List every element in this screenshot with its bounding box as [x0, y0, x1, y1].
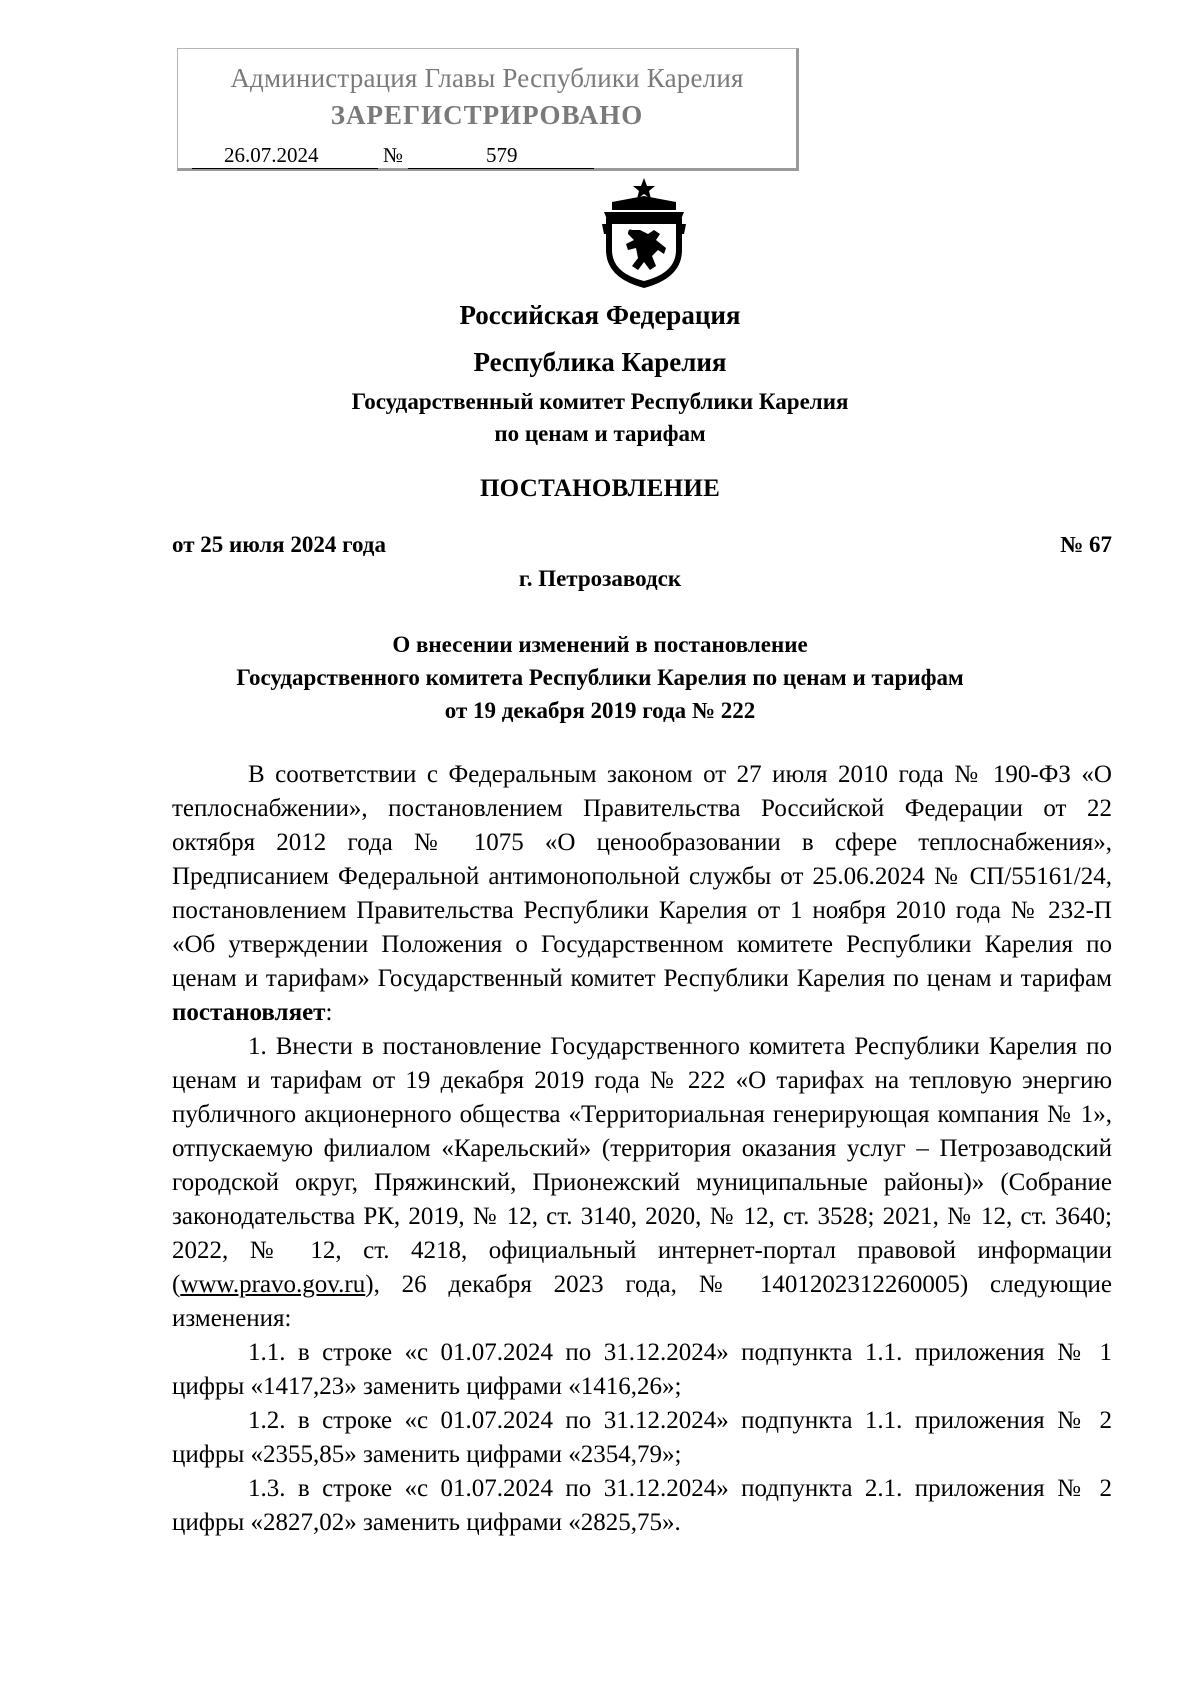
header-committee-line1: Государственный комитет Республики Карелия: [351, 389, 849, 414]
stamp-organization: Администрация Главы Республики Карелия: [230, 63, 744, 93]
coat-of-arms-of-karelia-icon: [598, 178, 690, 290]
item-1-2-paragraph: 1.2. в строке «с 01.07.2024 по 31.12.2024» подпункта 1.1. приложения № 2 цифры «2355,85» заменить цифрами «2354,79»;: [172, 1407, 1112, 1468]
header-committee-line2: по ценам и тарифам: [494, 421, 706, 446]
resolves-colon: :: [325, 999, 333, 1026]
header-republic: Республика Карелия: [473, 347, 727, 377]
stamp-number: 579: [408, 143, 594, 169]
document-number: № 67: [1060, 532, 1112, 557]
stamp-status: ЗАРЕГИСТРИРОВАНО: [330, 100, 644, 130]
title-line1: О внесении изменений в постановление: [392, 632, 808, 657]
item-1-1-paragraph: 1.1. в строке «с 01.07.2024 по 31.12.2024» подпункта 1.1. приложения № 1 цифры «1417,23» заменить цифрами «1416,26»;: [172, 1339, 1112, 1400]
document-city: г. Петрозаводск: [518, 566, 682, 591]
header-federation: Российская Федерация: [459, 300, 741, 330]
date-number-row: [172, 532, 1112, 558]
document-date: от 25 июля 2024 года: [172, 532, 386, 557]
document-type: ПОСТАНОВЛЕНИЕ: [479, 475, 721, 502]
preamble-text: В соответствии с Федеральным законом от 27 июля 2010 года № 190-ФЗ «О теплоснабжении», постановлением Правительства Российской Федерации от 22 октября 2012 года № 1075 «О ценообразовании в сфере теплоснабжения», Предписанием Федеральной антимонопольной службы от 25.06.2024 № СП/55161/24, постановлением Правительства Республики Карелия от 1 ноября 2010 года № 232-П «Об утверждении Положения о Государственном комитете Республики Карелия по ценам и тарифам» Государственный комитет Республики Карелия по ценам и тарифам: [172, 761, 1112, 992]
title-line2: Государственного комитета Республики Карелия по ценам и тарифам: [236, 665, 964, 690]
resolves-word: постановляет: [172, 999, 326, 1026]
preamble-paragraph: [172, 758, 1112, 1030]
stamp-date: 26.07.2024: [192, 143, 378, 169]
stamp-number-sign: №: [382, 143, 404, 167]
pravo-gov-link[interactable]: www.pravo.gov.ru: [180, 1271, 366, 1298]
document-body: [172, 758, 1112, 1540]
title-line3: от 19 декабря 2019 года № 222: [444, 698, 756, 723]
item-1-text-part2: ), 26 декабря 2023 года, № 1401202312260005) следующие изменения:: [172, 1271, 1112, 1332]
item-1-3-paragraph: 1.3. в строке «с 01.07.2024 по 31.12.2024» подпункта 2.1. приложения № 2 цифры «2827,02» заменить цифрами «2825,75».: [172, 1475, 1112, 1536]
item-1-text-part1: 1. Внести в постановление Государственного комитета Республики Карелия по ценам и тарифам от 19 декабря 2019 года № 222 «О тарифах на тепловую энергию публичного акционерного общества «Территориальная генерирующая компания № 1», отпускаемую филиалом «Карельский» (территория оказания услуг – Петрозаводский городской округ, Пряжинский, Прионежский муниципальные районы)» (Собрание законодательства РК, 2019, № 12, ст. 3140, 2020, № 12, ст. 3528; 2021, № 12, ст. 3640; 2022, № 12, ст. 4218, официальный интернет-портал правовой информации (: [172, 1033, 1112, 1298]
item-1-paragraph: [172, 1030, 1112, 1336]
